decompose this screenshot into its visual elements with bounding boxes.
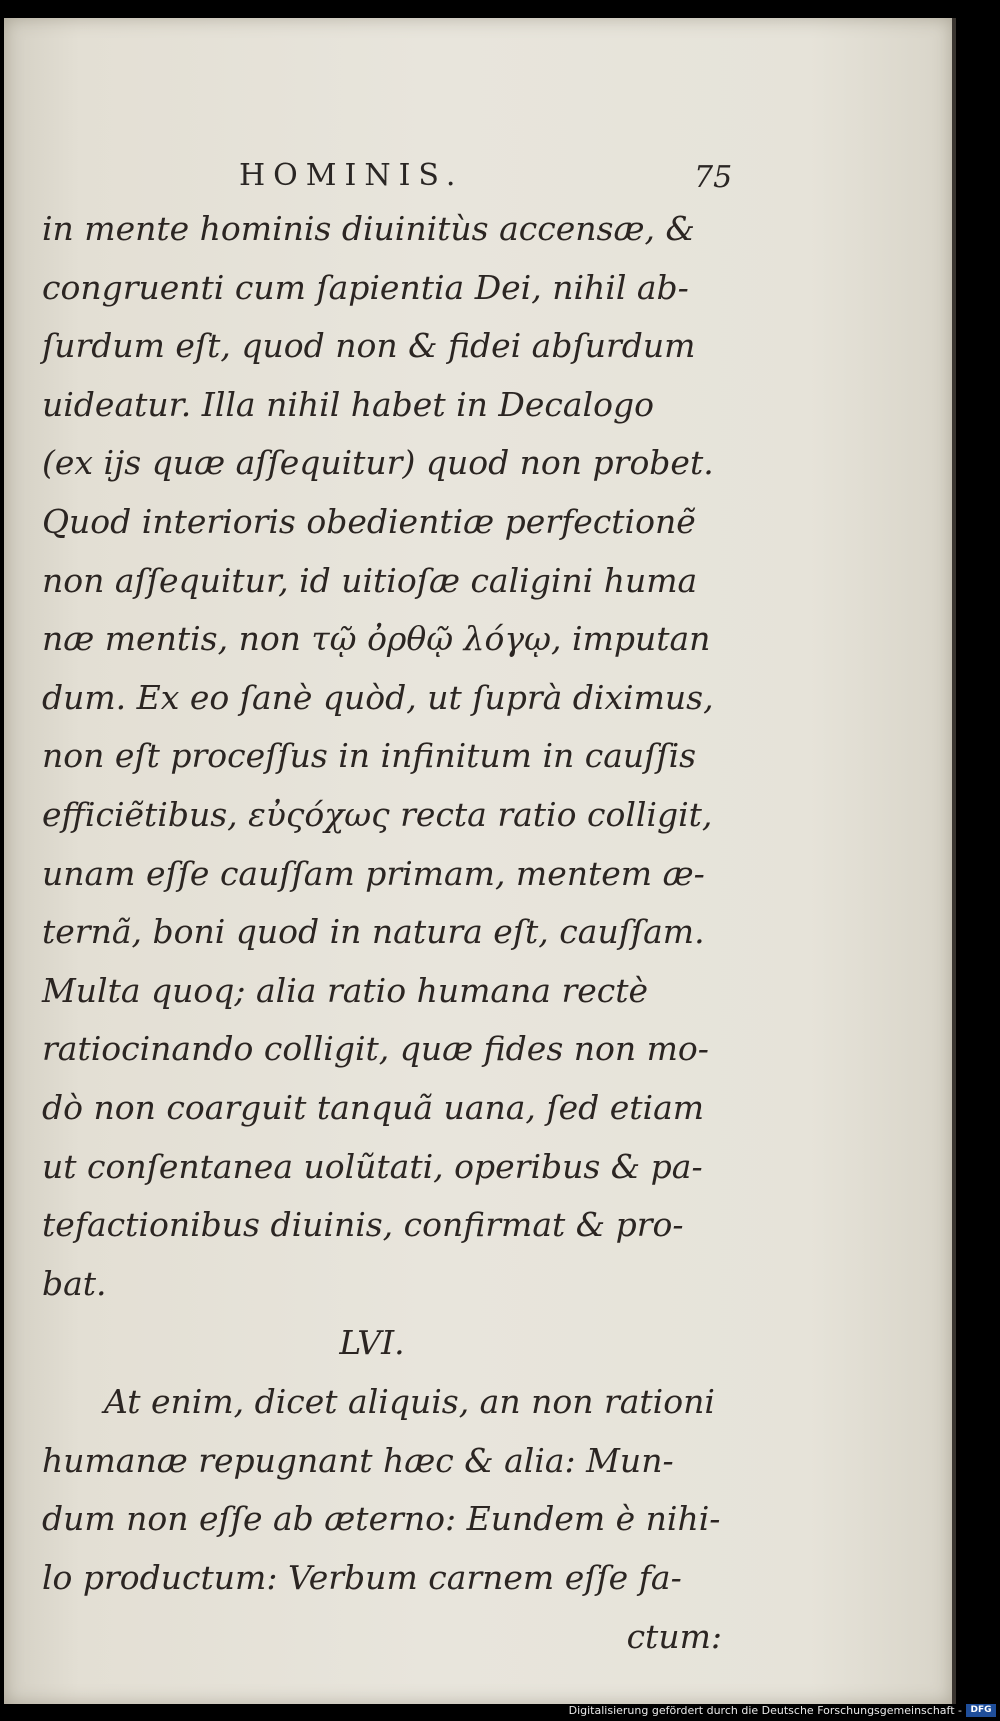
- text-line: unam eſſe cauſſam primam, mentem æ-: [42, 853, 705, 893]
- text-line: efficiẽtibus, εὐςόχως recta ratio colligit,: [42, 794, 713, 834]
- text-line: ſurdum eſt, quod non & fidei abſurdum: [42, 326, 696, 366]
- text-line: Multa quoq; alia ratio humana rectè: [42, 970, 649, 1010]
- text-line: næ mentis, non τῷ ὀρθῷ λόγῳ, imputan: [42, 619, 711, 659]
- text-line: tefactionibus diuinis, confirmat & pro-: [42, 1205, 684, 1245]
- text-line: in mente hominis diuinitùs accensæ, &: [42, 209, 695, 248]
- text-line: ratiocinando colligit, quæ fides non mo-: [42, 1029, 709, 1069]
- text-line: At enim, dicet aliquis, an non rationi: [104, 1382, 715, 1422]
- section-heading: LVI.: [339, 1323, 405, 1363]
- text-block: [42, 200, 742, 1666]
- text-line: (ex ijs quæ aſſequitur) quod non probet.: [42, 443, 714, 483]
- text-line: dò non coarguit tanquã uana, ſed etiam: [42, 1087, 705, 1127]
- text-line: lo productum: Verbum carnem eſſe fa-: [42, 1558, 682, 1598]
- text-line: bat.: [42, 1263, 107, 1303]
- text-line: humanæ repugnant hæc & alia: Mun-: [42, 1440, 674, 1480]
- page-edge: [952, 18, 956, 1704]
- credit-text: Digitalisierung gefördert durch die Deutsche Forschungsgemeinschaft -: [568, 1704, 962, 1717]
- text-line: uideatur. Illa nihil habet in Decalogo: [42, 384, 654, 424]
- running-title: HOMINIS.: [239, 158, 464, 193]
- text-line: non aſſequitur, id uitioſæ caligini huma: [42, 560, 698, 600]
- text-line: ternã, boni quod in natura eſt, cauſſam.: [42, 912, 705, 952]
- text-line: dum. Ex eo ſanè quòd, ut ſuprà diximus,: [42, 677, 714, 717]
- text-line: dum non eſſe ab æterno: Eundem è nihi-: [42, 1499, 721, 1539]
- text-line: ut conſentanea uolũtati, operibus & pa-: [42, 1146, 703, 1186]
- book-page: [4, 18, 952, 1704]
- catchword: ctum:: [626, 1616, 722, 1656]
- footer-credit: [0, 1703, 1000, 1719]
- text-line: congruenti cum ſapientia Dei, nihil ab-: [42, 267, 689, 307]
- text-line: Quod interioris obedientiæ perfectionẽ: [42, 501, 696, 541]
- page-number: 75: [694, 160, 733, 195]
- dfg-logo-icon: DFG: [966, 1704, 996, 1717]
- running-head: [4, 158, 952, 198]
- text-line: non eſt proceſſus in infinitum in cauſſis: [42, 736, 697, 776]
